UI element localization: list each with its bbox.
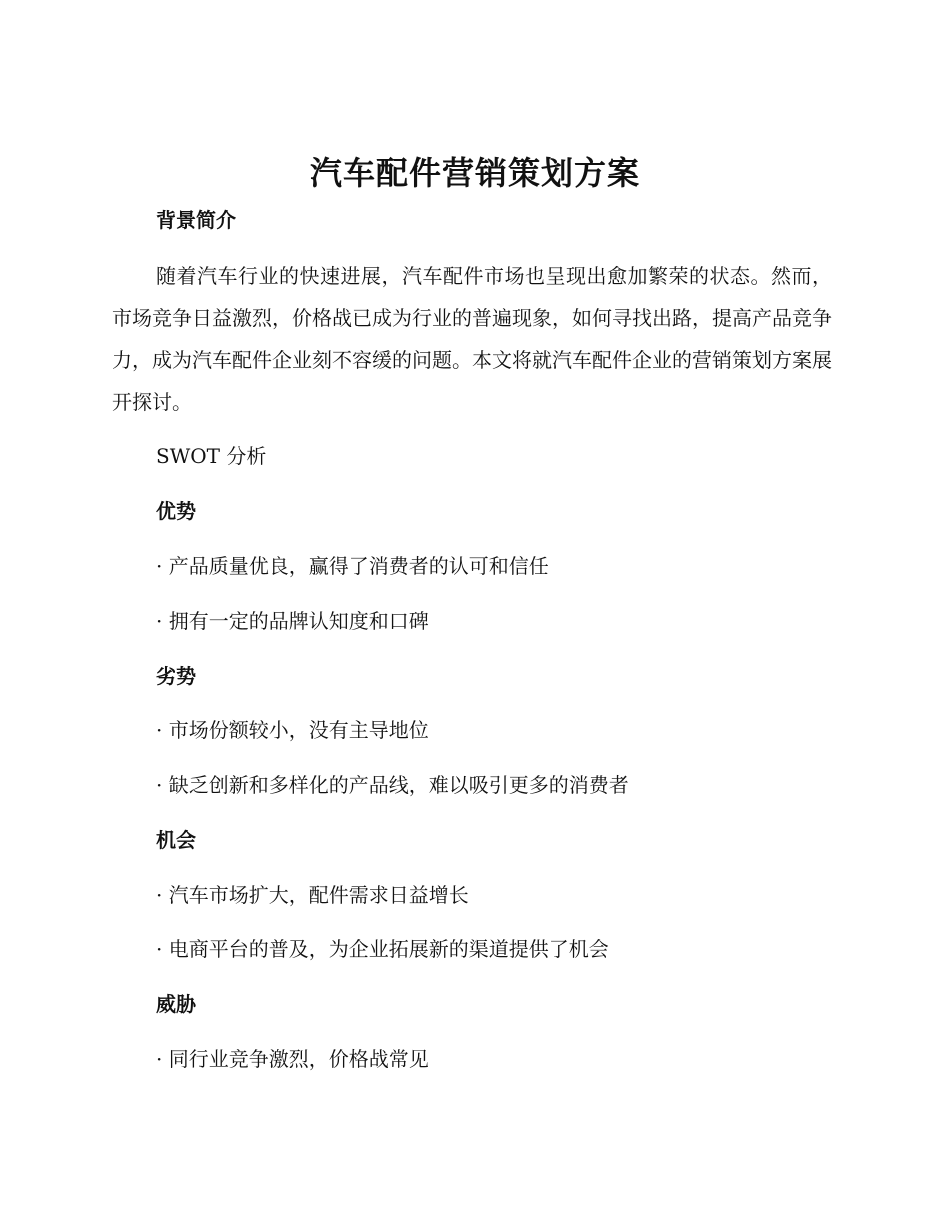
- background-heading: 背景简介: [156, 208, 236, 232]
- list-item: · 拥有一定的品牌认知度和口碑: [156, 609, 429, 633]
- document-title: 汽车配件营销策划方案: [309, 154, 640, 192]
- list-item: · 汽车市场扩大，配件需求日益增长: [156, 883, 469, 907]
- list-item: · 缺乏创新和多样化的产品线，难以吸引更多的消费者: [156, 773, 629, 797]
- threats-heading: 威胁: [156, 992, 196, 1016]
- list-item: · 同行业竞争激烈，价格战常见: [156, 1047, 429, 1071]
- background-paragraph: 随着汽车行业的快速进展，汽车配件市场也呈现出愈加繁荣的状态。然而，市场竞争日益激烈，价格战已成为行业的普遍现象，如何寻找出路，提高产品竞争力，成为汽车配件企业刻不容缓的问题。本文将就汽车配件企业的营销策划方案展开探讨。: [112, 264, 832, 414]
- swot-heading: SWOT 分析: [156, 444, 267, 468]
- list-item: · 电商平台的普及，为企业拓展新的渠道提供了机会: [156, 937, 609, 961]
- list-item: · 市场份额较小，没有主导地位: [156, 718, 429, 742]
- weaknesses-heading: 劣势: [156, 664, 196, 688]
- list-item: · 产品质量优良，赢得了消费者的认可和信任: [156, 554, 549, 578]
- strengths-heading: 优势: [156, 499, 196, 523]
- opportunities-heading: 机会: [156, 828, 196, 852]
